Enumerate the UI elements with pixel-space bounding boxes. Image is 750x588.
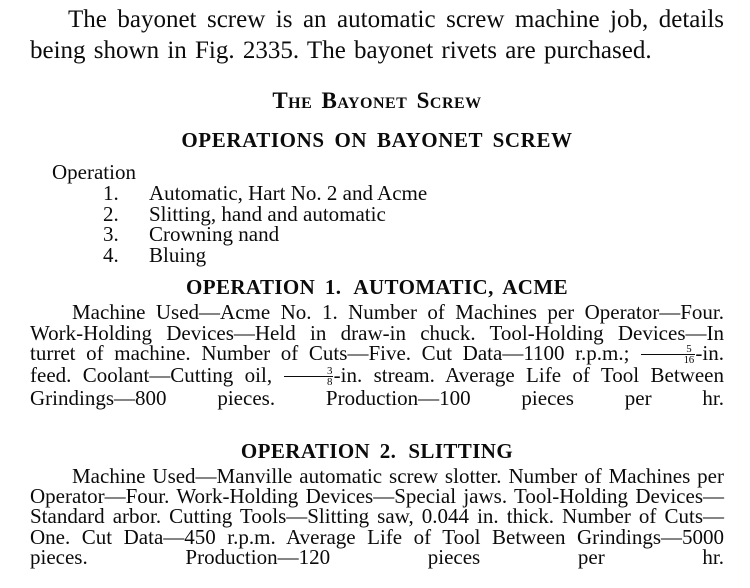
operation-1-heading-right: AUTOMATIC, ACME xyxy=(353,275,568,299)
operation-1-heading-left: OPERATION 1. xyxy=(186,275,342,299)
page-title: The Bayonet Screw xyxy=(272,88,482,113)
list-item xyxy=(103,183,724,204)
list-item-number: 4. xyxy=(103,242,119,267)
operation-2-heading-left: OPERATION 2. xyxy=(240,438,397,463)
list-item-number: 2. xyxy=(103,201,119,226)
fraction-numerator: 3 xyxy=(327,365,333,378)
operation-1-body xyxy=(30,299,724,429)
operation-1-text-part-b: -in. feed. Coolant—Cutting oil, xyxy=(30,341,724,388)
operation-1-heading xyxy=(30,265,724,299)
fraction-numerator: 5 xyxy=(686,342,692,355)
list-item xyxy=(103,242,724,267)
subtitle-operations-heading: OPERATIONS ON BAYONET SCREW xyxy=(181,128,573,152)
intro-paragraph: The bayonet screw is an automatic screw machine job, details being shown in Fig. 2335. The bayonet rivets are purchased. xyxy=(30,6,724,64)
fraction-feed xyxy=(641,344,695,366)
operation-list-label: Operation xyxy=(52,160,136,184)
list-item-number: 3. xyxy=(103,222,119,246)
list-item-number: 1. xyxy=(103,181,119,205)
fraction-stream xyxy=(284,366,333,388)
operation-1-text-part-a: Machine Used—Acme No. 1. Number of Machines per Operator—Four. Work-Holding Devices—Held in draw-in chuck. Tool-Holding Devices—In turret of machine. Number of Cuts—Five. Cut Data—1100 r.p.m.; xyxy=(30,300,724,365)
operation-2-heading xyxy=(30,429,724,463)
list-item xyxy=(103,224,724,245)
list-item-label: Bluing xyxy=(149,242,207,267)
list-item-label: Crowning nand xyxy=(149,222,280,246)
operation-list xyxy=(30,183,724,265)
list-item-label: Slitting, hand and automatic xyxy=(149,201,386,226)
fraction-denominator: 16 xyxy=(641,354,695,365)
operation-1-text-part-c: -in. stream. Average Life of Tool Between Grindings—800 pieces. Production—100 pieces per hr. xyxy=(30,363,724,410)
operation-2-heading-right: SLITTING xyxy=(408,438,514,463)
operation-2-body: Machine Used—Manville automatic screw slotter. Number of Machines per Operator—Four. Work-Holding Devices—Special jaws. Tool-Holding Devices—Standard arbor. Cutting Tools—Slitting saw, 0.044 in. thick. Number of Cuts—One. Cut Data—450 r.p.m. Average Life of Tool Between Grindings—5000 pieces. Production—120 pieces per hr. xyxy=(30,463,724,570)
list-item xyxy=(103,201,724,226)
fraction-denominator: 8 xyxy=(284,376,333,387)
list-item-label: Automatic, Hart No. 2 and Acme xyxy=(149,181,428,205)
